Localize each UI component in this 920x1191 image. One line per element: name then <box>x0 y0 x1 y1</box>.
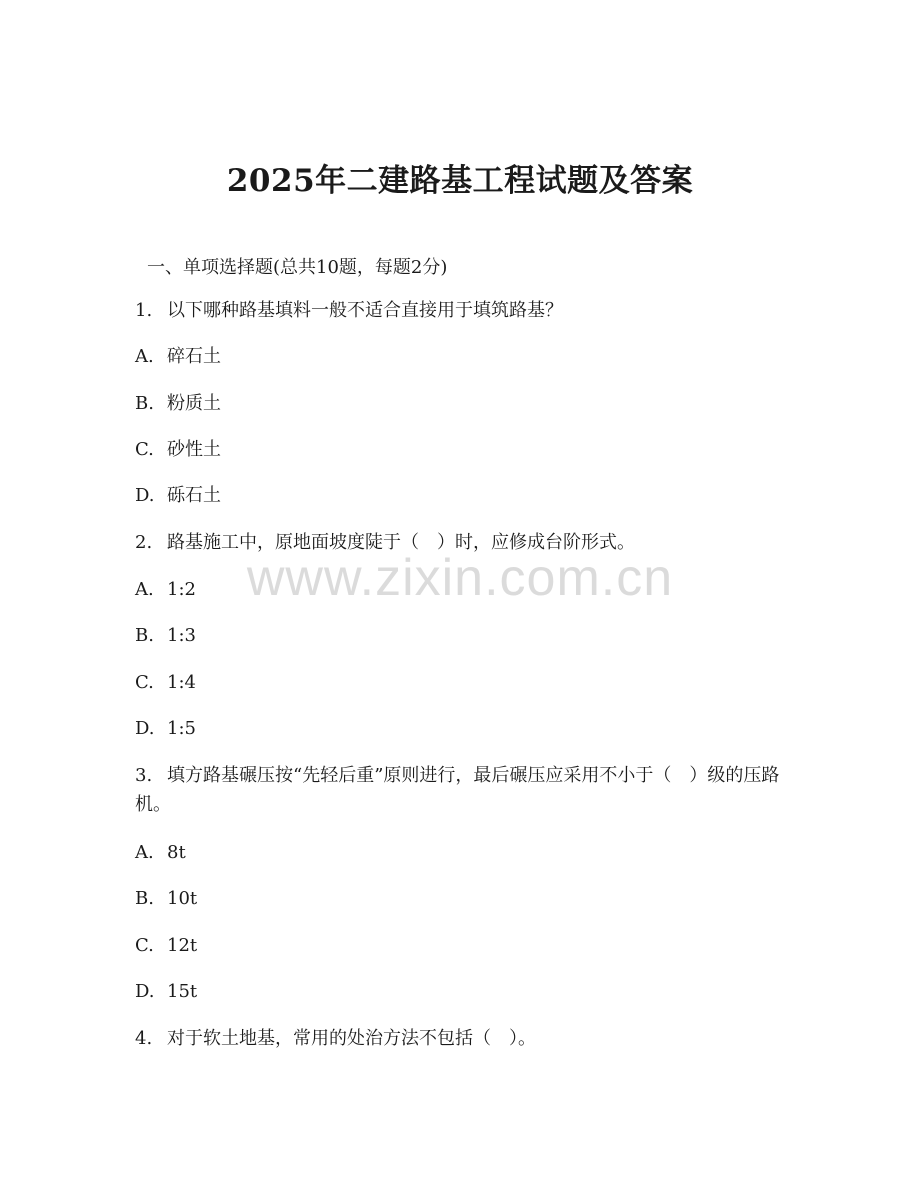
watermark: www.zixin.com.cn <box>246 549 674 607</box>
question-2 <box>135 529 635 557</box>
option-text: 15t <box>167 981 198 1002</box>
question-1 <box>135 297 563 325</box>
option-3a <box>135 839 186 867</box>
question-text: 路基施工中，原地面坡度陡于（ ）时，应修成台阶形式。 <box>167 532 635 553</box>
question-text: 对于软土地基，常用的处治方法不包括（ ）。 <box>167 1028 536 1049</box>
option-text: 12t <box>167 935 198 956</box>
option-label: B. <box>135 393 154 414</box>
option-1a <box>135 343 221 371</box>
option-text: 碎石土 <box>167 346 221 367</box>
option-2c <box>135 669 196 697</box>
option-label: D. <box>135 981 155 1002</box>
option-2d <box>135 715 196 743</box>
question-number: 2. <box>135 532 153 553</box>
option-text: 8t <box>167 842 186 863</box>
option-label: C. <box>135 935 154 956</box>
option-label: C. <box>135 439 154 460</box>
question-text: 填方路基碾压按“先轻后重”原则进行，最后碾压应采用不小于（ ）级的压路机。 <box>135 765 780 815</box>
option-3d <box>135 978 197 1006</box>
option-label: D. <box>135 718 155 739</box>
option-text: 1:4 <box>167 672 196 693</box>
option-text: 砂性土 <box>167 439 221 460</box>
option-text: 1:5 <box>167 718 196 739</box>
option-label: D. <box>135 485 155 506</box>
option-label: B. <box>135 888 154 909</box>
option-label: C. <box>135 672 154 693</box>
question-number: 1. <box>135 300 153 321</box>
question-text: 以下哪种路基填料一般不适合直接用于填筑路基？ <box>167 300 563 321</box>
section-heading: 一、单项选择题(总共10题，每题2分) <box>147 257 448 278</box>
document-title: 2025年二建路基工程试题及答案 <box>226 163 694 199</box>
option-2a <box>135 576 196 604</box>
option-label: A. <box>135 842 154 863</box>
option-3c <box>135 932 197 960</box>
option-text: 粉质土 <box>167 393 221 414</box>
option-1c <box>135 436 221 464</box>
option-label: B. <box>135 625 154 646</box>
option-1b <box>135 390 221 418</box>
question-number: 4. <box>135 1028 153 1049</box>
option-text: 1:2 <box>167 579 196 600</box>
option-text: 1:3 <box>167 625 196 646</box>
question-3 <box>135 761 795 819</box>
option-3b <box>135 885 197 913</box>
option-2b <box>135 622 196 650</box>
question-4 <box>135 1025 536 1053</box>
option-label: A. <box>135 346 154 367</box>
option-text: 10t <box>167 888 198 909</box>
question-number: 3. <box>135 765 153 786</box>
option-1d <box>135 482 221 510</box>
option-text: 砾石土 <box>167 485 221 506</box>
option-label: A. <box>135 579 154 600</box>
